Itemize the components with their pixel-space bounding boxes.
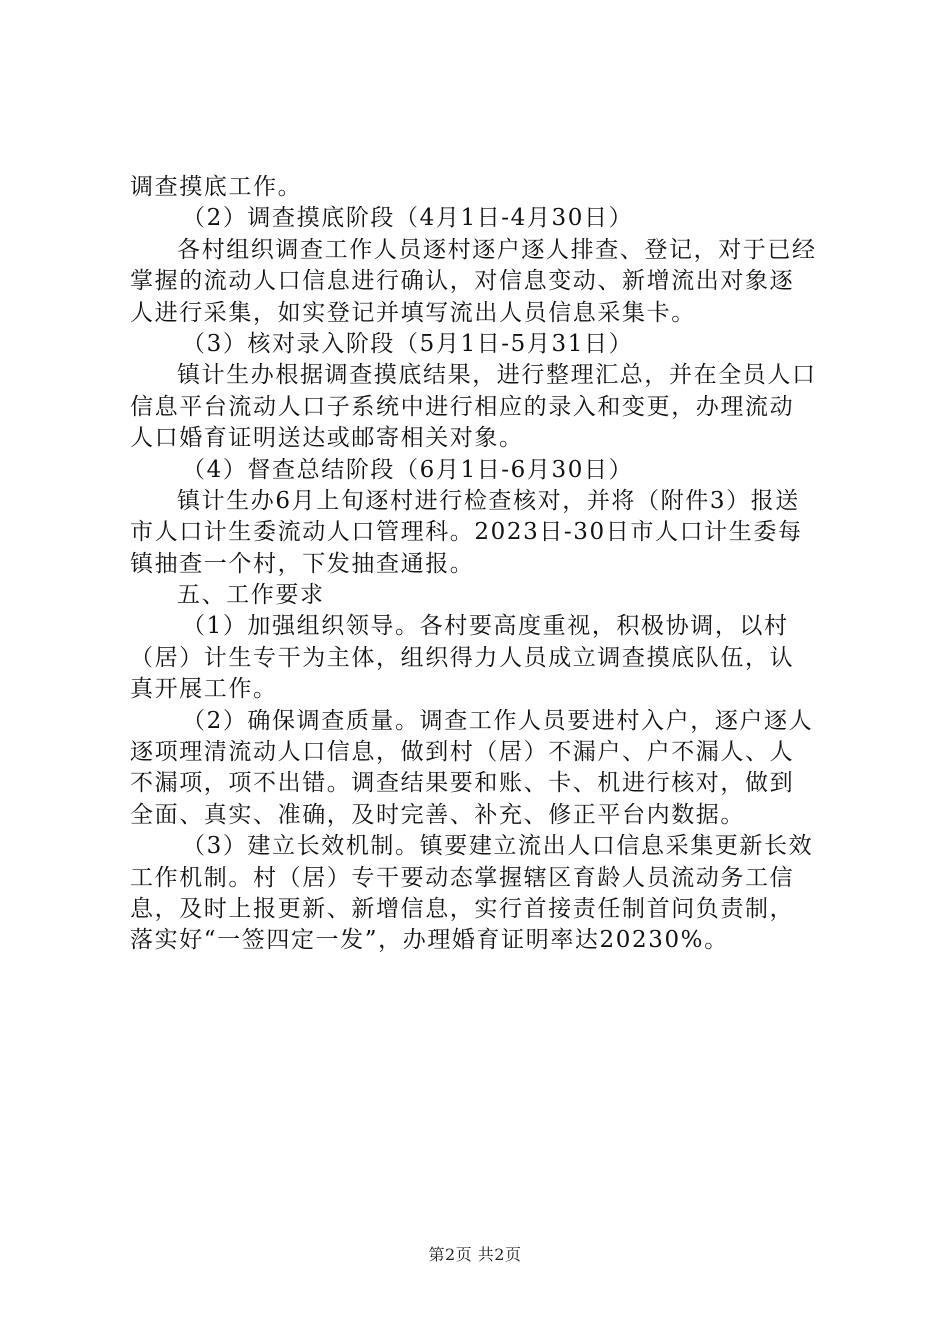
section-heading: （4）督查总结阶段（6月1日-6月30日） [182, 456, 634, 483]
document-body [130, 172, 830, 957]
text-line: 逐项理清流动人口信息，做到村（居）不漏户、户不漏人、人 [130, 739, 795, 766]
section-heading: （2）调查摸底阶段（4月1日-4月30日） [182, 205, 634, 232]
text-line: 息，及时上报更新、新增信息，实行首接责任制首问负责制， [130, 895, 795, 922]
text-line: 信息平台流动人口子系统中进行相应的录入和变更，办理流动 [130, 393, 795, 420]
text-line: 镇计生办根据调查摸底结果，进行整理汇总，并在全员人口 [177, 362, 817, 389]
text-line: （居）计生专干为主体，组织得力人员成立调查摸底队伍，认 [130, 644, 795, 671]
text-line: 镇计生办6月上旬逐村进行检查核对，并将（附件3）报送 [177, 487, 800, 514]
text-line: 市人口计生委流动人口管理科。2023日-30日市人口计生委每 [130, 519, 803, 546]
text-line: 真开展工作。 [130, 676, 278, 703]
text-line: 各村组织调查工作人员逐村逐户逐人排查、登记，对于已经 [177, 236, 817, 263]
text-line: 落实好“一签四定一发”，办理婚育证明率达20230%。 [130, 927, 729, 954]
page-footer: 第2页 共2页 [428, 1245, 522, 1264]
section-heading: 五、工作要求 [177, 582, 325, 609]
text-line: 调查摸底工作。 [130, 174, 303, 200]
text-line: 掌握的流动人口信息进行确认，对信息变动、新增流出对象逐 [130, 268, 795, 295]
text-line: 工作机制。村（居）专干要动态掌握辖区育龄人员流动务工信 [130, 864, 795, 891]
text-line: （2）确保调查质量。调查工作人员要进村入户，逐户逐人 [182, 707, 814, 734]
text-line: 不漏项，项不出错。调查结果要和账、卡、机进行核对，做到 [130, 770, 795, 797]
section-heading: （3）核对录入阶段（5月1日-5月31日） [182, 330, 634, 357]
text-line: 人进行采集，如实登记并填写流出人员信息采集卡。 [130, 299, 696, 326]
text-line: 全面、真实、准确，及时完善、补充、修正平台内数据。 [130, 801, 745, 828]
text-line: 人口婚育证明送达或邮寄相关对象。 [130, 425, 524, 452]
text-line: （1）加强组织领导。各村要高度重视，积极协调，以村 [182, 613, 789, 640]
text-line: （3）建立长效机制。镇要建立流出人口信息采集更新长效 [182, 833, 814, 860]
text-line: 镇抽查一个村，下发抽查通报。 [130, 550, 475, 577]
